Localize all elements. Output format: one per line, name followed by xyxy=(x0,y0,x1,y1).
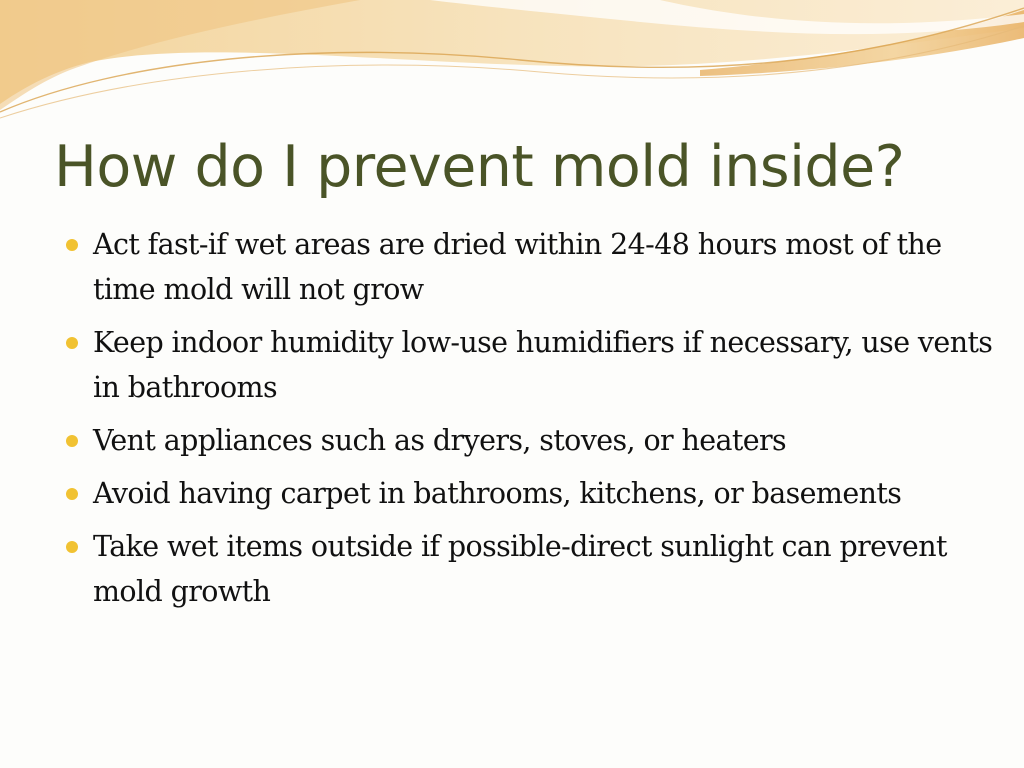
slide-title: How do I prevent mold inside? xyxy=(54,134,905,200)
list-item xyxy=(64,418,994,463)
bullet-text: Keep indoor humidity low-use humidifiers if necessary, use vents in bathrooms xyxy=(93,326,993,404)
list-item xyxy=(64,320,994,410)
list-item xyxy=(64,524,994,614)
decorative-header-banner xyxy=(0,0,1024,130)
bullet-icon xyxy=(66,239,78,251)
bullet-text: Take wet items outside if possible-direct sunlight can prevent mold growth xyxy=(93,530,947,608)
bullet-icon xyxy=(66,541,78,553)
bullet-text: Act fast-if wet areas are dried within 24-48 hours most of the time mold will not grow xyxy=(93,228,942,306)
bullet-icon xyxy=(66,435,78,447)
bullet-text: Vent appliances such as dryers, stoves, or heaters xyxy=(93,424,787,457)
bullet-icon xyxy=(66,337,78,349)
bullet-text: Avoid having carpet in bathrooms, kitchens, or basements xyxy=(93,477,902,510)
list-item xyxy=(64,471,994,516)
bullet-icon xyxy=(66,488,78,500)
list-item xyxy=(64,222,994,312)
bullet-list xyxy=(64,222,994,622)
